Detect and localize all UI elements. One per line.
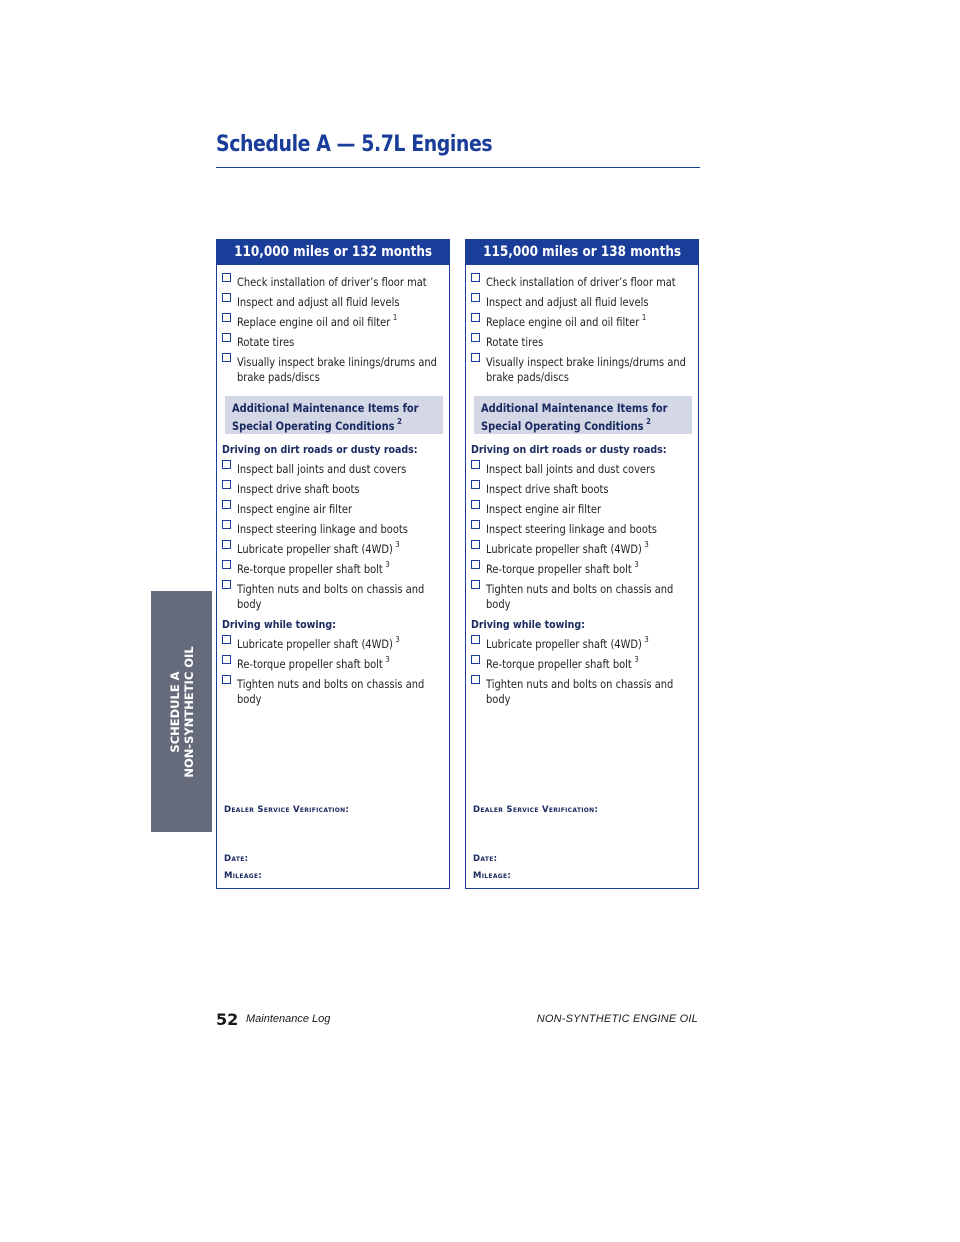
item-text: Replace engine oil and oil filter [486,315,640,329]
footnote-marker: 2 [397,417,402,426]
title-divider [216,167,700,168]
checklist-item-label [237,270,429,290]
dealer-verification-label: Dealer Service Verification: [224,805,350,815]
checklist-item [471,310,695,330]
checklist-item [471,457,695,477]
checkbox[interactable] [222,675,231,684]
footnote-marker: 3 [644,540,649,549]
item-text: body [237,692,262,706]
item-text: Re-torque propeller shaft bolt [486,657,632,671]
checklist-item [222,310,446,330]
checklist-item [471,557,695,577]
callout-line2 [232,417,402,433]
checklist-item-continuation [222,692,446,707]
footnote-marker: 3 [385,560,390,569]
date-label: Date: [473,854,498,864]
checklist-item-label [237,330,297,350]
item-text: Lubricate propeller shaft (4WD) [486,542,642,556]
checklist-item [222,350,446,370]
checkbox[interactable] [471,675,480,684]
checklist-item [222,557,446,577]
checkbox[interactable] [222,520,231,529]
checklist-item-label [486,672,676,692]
dealer-verification-label: Dealer Service Verification: [473,805,599,815]
checkbox[interactable] [471,480,480,489]
item-text: Inspect engine air filter [237,502,353,516]
item-text: Check installation of driver’s floor mat [237,275,427,289]
checkbox[interactable] [471,500,480,509]
footnote-marker: 1 [641,313,647,322]
checklist-item-label [237,290,402,310]
card-header [216,239,450,265]
checklist-item-label [237,497,355,517]
checklist-item-label [486,497,604,517]
item-text: Rotate tires [486,335,544,349]
checklist-item-continuation [222,370,446,385]
checklist-item-label [486,330,546,350]
checklist-item-label [486,290,651,310]
checklist-item-label [237,652,390,672]
checklist-item [222,457,446,477]
footnote-marker: 3 [385,655,390,664]
checklist-item [222,577,446,597]
callout-line1: Additional Maintenance Items for [232,401,419,415]
side-tab-line2: NON-SYNTHETIC OIL [181,645,196,778]
item-text: Visually inspect brake linings/drums and [237,355,437,369]
checkbox[interactable] [222,353,231,362]
item-text: Tighten nuts and bolts on chassis and [486,677,674,691]
checkbox[interactable] [471,540,480,549]
checklist-item [471,477,695,497]
checkbox[interactable] [222,635,231,644]
item-text: Inspect ball joints and dust covers [486,462,656,476]
checklist-item-label [237,477,362,497]
checklist-item-label [237,632,400,652]
item-text: Inspect steering linkage and boots [237,522,408,536]
checklist-item-label [486,652,639,672]
item-text: body [486,597,511,611]
checklist-item [222,497,446,517]
checklist-item [222,270,446,290]
card-body [471,270,695,707]
checkbox[interactable] [222,293,231,302]
footnote-marker: 3 [644,635,649,644]
footnote-marker: 3 [395,540,400,549]
checkbox[interactable] [222,333,231,342]
item-text: Rotate tires [237,335,295,349]
item-text: Visually inspect brake linings/drums and [486,355,686,369]
item-text: Inspect drive shaft boots [237,482,360,496]
checkbox[interactable] [222,313,231,322]
item-text: Check installation of driver’s floor mat [486,275,676,289]
item-text: brake pads/discs [237,370,320,384]
side-tab-label [168,646,196,777]
checklist-item-label [237,517,410,537]
footnote-marker: 1 [392,313,398,322]
checkbox[interactable] [222,460,231,469]
checklist-item-continuation [471,597,695,612]
card-header [465,239,699,265]
item-text: brake pads/discs [486,370,569,384]
towing-heading: Driving while towing: [471,618,585,631]
item-text: Replace engine oil and oil filter [237,315,391,329]
checkbox[interactable] [222,560,231,569]
checkbox[interactable] [471,353,480,362]
checkbox[interactable] [222,480,231,489]
checklist-item [471,517,695,537]
checklist-item [471,290,695,310]
item-text: body [486,692,511,706]
checklist-item [471,497,695,517]
checkbox[interactable] [471,635,480,644]
item-text: Inspect ball joints and dust covers [237,462,407,476]
item-text: Inspect drive shaft boots [486,482,609,496]
item-text: Lubricate propeller shaft (4WD) [237,637,393,651]
item-text: Inspect and adjust all fluid levels [486,295,649,309]
item-text: Re-torque propeller shaft bolt [237,657,383,671]
item-text: Lubricate propeller shaft (4WD) [237,542,393,556]
checklist-item-label [486,310,646,330]
checklist-item [471,330,695,350]
footnote-marker: 3 [634,560,639,569]
checklist-item-label [237,672,427,692]
checklist-item [222,632,446,652]
mileage-label: Mileage: [473,871,512,881]
item-text: Tighten nuts and bolts on chassis and [237,582,425,596]
checklist-item [471,350,695,370]
callout-line1: Additional Maintenance Items for [481,401,668,415]
checklist-item [471,632,695,652]
checklist-item-label [486,477,611,497]
footnote-marker: 3 [395,635,400,644]
checkbox[interactable] [222,655,231,664]
footnote-marker: 2 [646,417,651,426]
maintenance-card-115k [465,239,699,889]
callout-line2-text: Special Operating Conditions [232,419,395,433]
checklist-item-label [486,457,658,477]
checkbox[interactable] [222,580,231,589]
side-tab [151,591,212,832]
checklist-item-continuation [222,597,446,612]
checklist-item [471,577,695,597]
checklist-item [471,270,695,290]
checklist-item-label [486,517,659,537]
page-title: Schedule A — 5.7L Engines [216,132,493,157]
item-text: Tighten nuts and bolts on chassis and [486,582,674,596]
towing-heading: Driving while towing: [222,618,336,631]
checklist-item-label [486,557,639,577]
checklist-item-continuation [471,692,695,707]
card-body [222,270,446,707]
mileage-label: Mileage: [224,871,263,881]
checkbox[interactable] [471,273,480,282]
page-number: 52 [216,1010,239,1029]
checkbox[interactable] [222,500,231,509]
checklist-item [222,537,446,557]
card-header-title: 110,000 miles or 132 months [234,244,432,260]
maintenance-card-110k [216,239,450,889]
item-text: Inspect engine air filter [486,502,602,516]
checklist-item [222,672,446,692]
callout-line2 [481,417,651,433]
checklist-item [222,517,446,537]
checkbox[interactable] [471,333,480,342]
item-text: Inspect and adjust all fluid levels [237,295,400,309]
item-text: body [237,597,262,611]
item-text: Lubricate propeller shaft (4WD) [486,637,642,651]
checklist-item-label [237,457,409,477]
date-label: Date: [224,854,249,864]
callout-line2-text: Special Operating Conditions [481,419,644,433]
checklist-item-label [486,577,676,597]
checklist-item-label [486,350,689,370]
item-text: Tighten nuts and bolts on chassis and [237,677,425,691]
side-tab-line1: SCHEDULE A [167,670,182,753]
checkbox[interactable] [471,293,480,302]
checklist-item-label [486,537,649,557]
checklist-item-label [237,310,397,330]
checklist-item-label [237,537,400,557]
checklist-item [222,290,446,310]
checklist-item-label [486,632,649,652]
checkbox[interactable] [471,460,480,469]
checklist-item-continuation [471,370,695,385]
card-header-title: 115,000 miles or 138 months [483,244,681,260]
checkbox[interactable] [222,273,231,282]
checklist-item-label [486,270,678,290]
checklist-item [471,537,695,557]
dirt-roads-heading: Driving on dirt roads or dusty roads: [222,443,418,456]
checkbox[interactable] [471,580,480,589]
footer-section-label: Maintenance Log [246,1013,331,1025]
checkbox[interactable] [471,560,480,569]
footer-right-label: NON-SYNTHETIC ENGINE OIL [536,1013,698,1025]
checkbox[interactable] [471,313,480,322]
checklist-item-label [237,350,440,370]
checklist-item-label [237,577,427,597]
item-text: Re-torque propeller shaft bolt [237,562,383,576]
checklist-item [222,477,446,497]
checklist-item [222,652,446,672]
checkbox[interactable] [222,540,231,549]
item-text: Re-torque propeller shaft bolt [486,562,632,576]
checklist-item [471,652,695,672]
item-text: Inspect steering linkage and boots [486,522,657,536]
dirt-roads-heading: Driving on dirt roads or dusty roads: [471,443,667,456]
checklist-item-label [237,557,390,577]
checklist-item [222,330,446,350]
special-conditions-callout [474,396,692,434]
checkbox[interactable] [471,520,480,529]
special-conditions-callout [225,396,443,434]
checklist-item [471,672,695,692]
checkbox[interactable] [471,655,480,664]
footnote-marker: 3 [634,655,639,664]
